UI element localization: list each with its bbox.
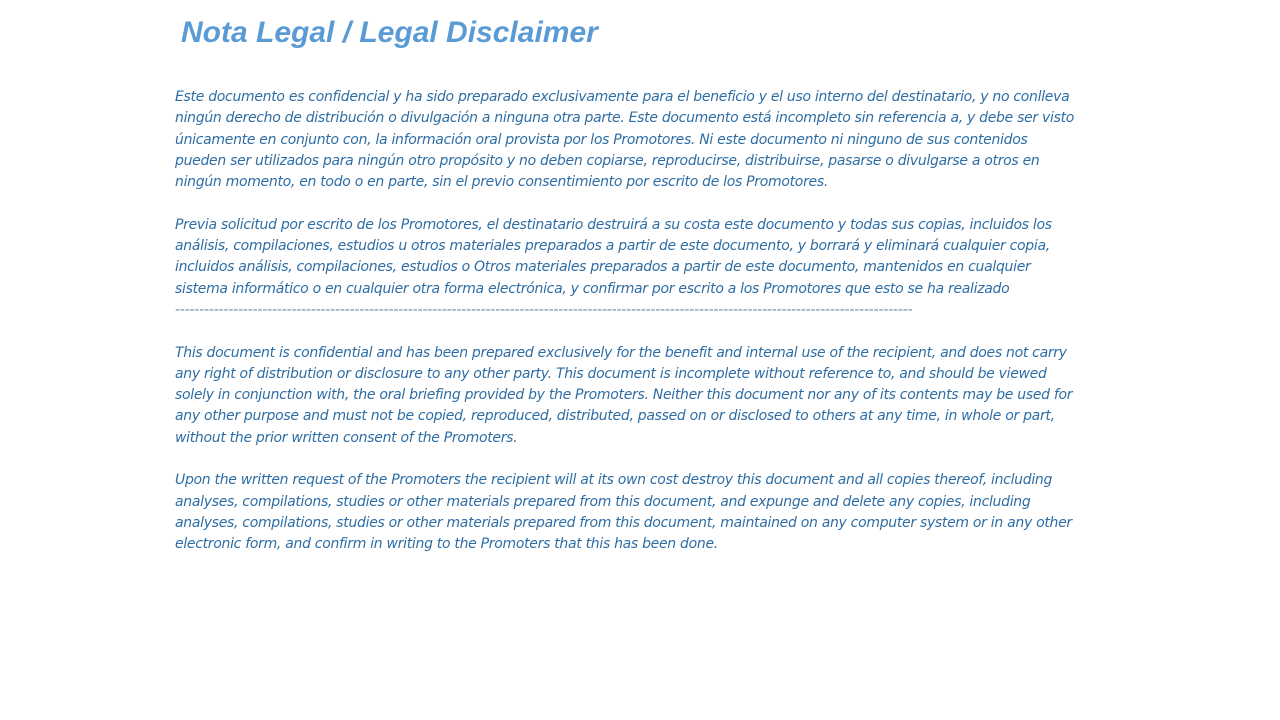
paragraph-spacer [175, 449, 1075, 470]
page-title: Nota Legal / Legal Disclaimer [181, 16, 598, 49]
english-paragraph-2: Upon the written request of the Promoters the recipient will at its own cost destroy this document and all copies thereof, including analyses, compilations, studies or other materials prepared from this document, and expunge and delete any copies, including analyses, compilations, studies or other materials prepared from this document, maintained on any computer system or in any other electronic form, and confirm in writing to the Promoters that this has been done. [175, 472, 1072, 553]
paragraph-spacer [175, 321, 1075, 342]
english-paragraph-1: This document is confidential and has been prepared exclusively for the benefit and internal use of the recipient, and does not carry any right of distribution or disclosure to any other party. This document is incomplete without reference to, and should be viewed solely in conjunction with, the oral briefing provided by the Promoters. Neither this document nor any of its contents may be used for any other purpose and must not be copied, reproduced, distributed, passed on or disclosed to others at any time, in whole or part, without the prior written consent of the Promoters. [175, 344, 1073, 446]
section-divider: -------------------------------------------------------------------------------------------------------------------------------------------------------- [175, 301, 913, 318]
spanish-paragraph-1: Este documento es confidencial y ha sido preparado exclusivamente para el beneficio y el uso interno del destinatario, y no conlleva ningún derecho de distribución o divulgación a ninguna otra parte. Este documento está incompleto sin referencia a, y debe ser visto únicamente en conjunto con, la información oral provista por los Promotores. Ni este documento ni ninguno de sus contenidos pueden ser utilizados para ningún otro propósito y no deben copiarse, reproducirse, distribuirse, pasarse o divulgarse a otros en ningún momento, en todo o en parte, sin el previo consentimiento por escrito de los Promotores. [175, 89, 1075, 191]
spanish-paragraph-2: Previa solicitud por escrito de los Promotores, el destinatario destruirá a su costa este documento y todas sus copias, incluidos los análisis, compilaciones, estudios u otros materiales preparados a partir de este documento, y borrará y eliminará cualquier copia, incluidos análisis, compilaciones, estudios o Otros materiales preparados a partir de este documento, mantenidos en cualquier sistema informático o en cualquier otra forma electrónica, y confirmar por escrito a los Promotores que esto se ha realizado [175, 216, 1052, 297]
paragraph-spacer [175, 193, 1075, 214]
disclaimer-body [175, 87, 1075, 556]
